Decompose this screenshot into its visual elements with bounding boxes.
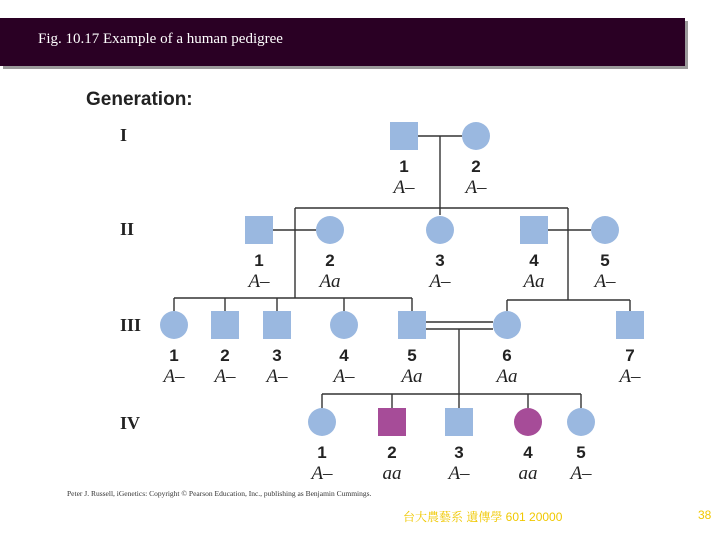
female-circle-ii-3 — [426, 216, 454, 244]
male-square-iv-2 — [378, 408, 406, 436]
genotype-label: A– — [214, 366, 236, 387]
genotype-label: aa — [382, 463, 402, 484]
genotype-label: Aa — [496, 366, 518, 387]
female-circle-iv-5 — [567, 408, 595, 436]
slide-title: Fig. 10.17 Example of a human pedigree — [38, 31, 283, 47]
genotype-label: A– — [448, 463, 470, 484]
individual-number: 4 — [529, 251, 539, 270]
individual-number: 1 — [317, 443, 327, 462]
individual-number: 3 — [272, 346, 282, 365]
genotype-label: Aa — [523, 271, 545, 292]
male-square-i-1 — [390, 122, 418, 150]
male-square-iii-2 — [211, 311, 239, 339]
individual-number: 1 — [254, 251, 264, 270]
genotype-label: A– — [311, 463, 333, 484]
genotype-label: A– — [266, 366, 288, 387]
individual-number: 5 — [407, 346, 417, 365]
generation-label-3: III — [120, 315, 142, 335]
male-square-iii-7 — [616, 311, 644, 339]
genotype-label: Aa — [401, 366, 423, 387]
genotype-label: Aa — [319, 271, 341, 292]
generation-label-1: I — [120, 125, 128, 145]
female-circle-iii-4 — [330, 311, 358, 339]
male-square-iii-3 — [263, 311, 291, 339]
genotype-label: A– — [248, 271, 270, 292]
generation-heading: Generation: — [86, 89, 193, 110]
male-square-ii-4 — [520, 216, 548, 244]
individual-number: 2 — [387, 443, 397, 462]
generation-label-4: IV — [120, 413, 141, 433]
genotype-label: A– — [465, 177, 487, 198]
genotype-label: A– — [594, 271, 616, 292]
female-circle-ii-5 — [591, 216, 619, 244]
individual-number: 5 — [600, 251, 610, 270]
genotype-label: A– — [163, 366, 185, 387]
female-circle-ii-2 — [316, 216, 344, 244]
footer-note: 台大農藝系 遺傳學 601 20000 — [403, 510, 563, 524]
individual-number: 2 — [325, 251, 335, 270]
genotype-label: A– — [570, 463, 592, 484]
genotype-label: aa — [518, 463, 538, 484]
individual-number: 2 — [220, 346, 230, 365]
individual-number: 4 — [523, 443, 533, 462]
individual-number: 1 — [399, 157, 409, 176]
individual-number: 7 — [625, 346, 635, 365]
female-circle-i-2 — [462, 122, 490, 150]
genotype-label: A– — [619, 366, 641, 387]
genotype-label: A– — [333, 366, 355, 387]
female-circle-iii-6 — [493, 311, 521, 339]
copyright-credit: Peter J. Russell, iGenetics: Copyright © Pearson Education, Inc., publishing as Benjamin Cummings. — [67, 489, 372, 498]
page-number: 38 — [698, 508, 712, 522]
female-circle-iii-1 — [160, 311, 188, 339]
individual-number: 4 — [339, 346, 349, 365]
genotype-label: A– — [393, 177, 415, 198]
female-circle-iv-4 — [514, 408, 542, 436]
male-square-iv-3 — [445, 408, 473, 436]
female-circle-iv-1 — [308, 408, 336, 436]
generation-label-2: II — [120, 219, 135, 239]
individual-number: 3 — [435, 251, 445, 270]
genotype-label: A– — [429, 271, 451, 292]
male-square-ii-1 — [245, 216, 273, 244]
individual-number: 2 — [471, 157, 481, 176]
individual-number: 3 — [454, 443, 464, 462]
individual-number: 1 — [169, 346, 179, 365]
individual-number: 6 — [502, 346, 512, 365]
individual-number: 5 — [576, 443, 586, 462]
male-square-iii-5 — [398, 311, 426, 339]
